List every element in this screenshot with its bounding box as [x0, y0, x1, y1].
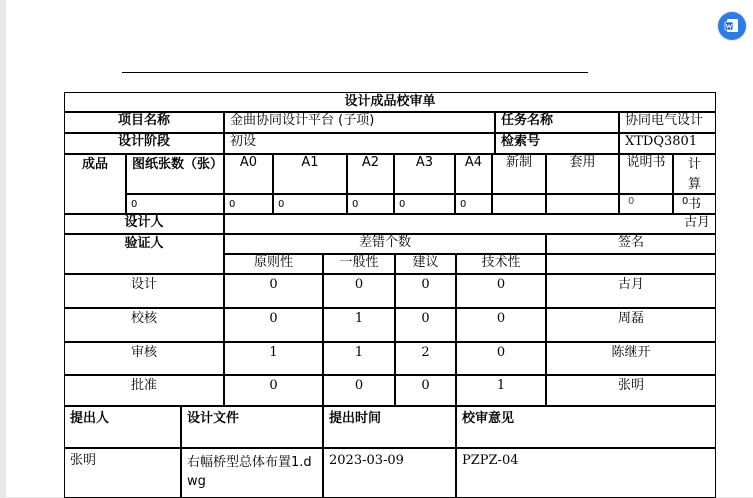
review-cell: 0 [323, 274, 395, 308]
sheet-size-a4: A4 [455, 154, 492, 194]
issue-proposer: 张明 [64, 448, 181, 498]
signature-label: 签名 [546, 234, 716, 254]
document-app-icon[interactable] [718, 12, 746, 40]
review-cell: 0 [456, 274, 546, 308]
count-a2: 0 [347, 194, 394, 214]
review-cell: 0 [224, 274, 323, 308]
review-cell: 0 [224, 375, 323, 406]
search-no-label: 检索号 [495, 133, 619, 154]
review-cell: 1 [456, 375, 546, 406]
error-count-label: 差错个数 [224, 234, 546, 254]
verifier-label: 验证人 [64, 234, 224, 274]
document-page [6, 0, 753, 497]
review-cell: 0 [224, 308, 323, 342]
designer-value: 古月 [224, 214, 716, 234]
count-spec: 0 [619, 194, 673, 214]
review-cell: 0 [395, 274, 456, 308]
review-cell: 0 [395, 308, 456, 342]
spec-label: 说明书 [619, 154, 673, 194]
review-signer: 周磊 [546, 308, 716, 342]
count-reuse [546, 194, 619, 214]
count-a3: 0 [394, 194, 455, 214]
project-name-label: 项目名称 [64, 112, 224, 133]
signature-subheader [546, 254, 716, 274]
review-signer: 古月 [546, 274, 716, 308]
count-calc: 0 [673, 194, 716, 214]
review-role-audit: 审核 [64, 342, 224, 375]
error-col-suggestion: 建议 [395, 254, 456, 274]
review-cell: 0 [456, 308, 546, 342]
sheet-size-a2: A2 [347, 154, 394, 194]
drawing-count-label: 图纸张数（张） [126, 154, 224, 194]
issue-opinion: PZPZ-04 [456, 448, 716, 498]
sheet-size-a1: A1 [273, 154, 347, 194]
sheet-size-a3: A3 [394, 154, 455, 194]
issue-file: 右幅桥型总体布置1.dwg [181, 448, 323, 498]
error-col-technical: 技术性 [456, 254, 546, 274]
design-stage-value: 初设 [224, 133, 495, 154]
new-label: 新制 [492, 154, 546, 194]
review-signer: 张明 [546, 375, 716, 406]
task-name-value: 协同电气设计 [619, 112, 716, 133]
review-signer: 陈继开 [546, 342, 716, 375]
review-role-design: 设计 [64, 274, 224, 308]
drawing-count-total: 0 [126, 194, 224, 214]
count-new [492, 194, 546, 214]
review-cell: 1 [323, 308, 395, 342]
review-cell: 1 [224, 342, 323, 375]
project-name-value: 金曲协同设计平台 (子项) [224, 112, 495, 133]
issue-header-opinion: 校审意见 [456, 406, 716, 448]
error-col-principle: 原则性 [224, 254, 323, 274]
issue-time: 2023-03-09 [323, 448, 456, 498]
count-a0: 0 [224, 194, 273, 214]
search-no-value: XTDQ3801 [619, 133, 716, 154]
design-stage-label: 设计阶段 [64, 133, 224, 154]
task-name-label: 任务名称 [495, 112, 619, 133]
reuse-label: 套用 [546, 154, 619, 194]
review-cell: 0 [323, 375, 395, 406]
designer-label: 设计人 [64, 214, 224, 234]
review-cell: 2 [395, 342, 456, 375]
review-role-approve: 批准 [64, 375, 224, 406]
count-a1: 0 [273, 194, 347, 214]
issue-header-file: 设计文件 [181, 406, 323, 448]
issue-header-time: 提出时间 [323, 406, 456, 448]
header-rule [122, 72, 588, 73]
review-cell: 1 [323, 342, 395, 375]
review-role-check: 校核 [64, 308, 224, 342]
sheet-size-a0: A0 [224, 154, 273, 194]
count-a4: 0 [455, 194, 492, 214]
calc-label: 计算书 [673, 154, 716, 194]
review-cell: 0 [456, 342, 546, 375]
error-col-general: 一般性 [323, 254, 395, 274]
product-label: 成品 [64, 154, 126, 214]
review-cell: 0 [395, 375, 456, 406]
form-title: 设计成品校审单 [64, 92, 716, 112]
issue-header-proposer: 提出人 [64, 406, 181, 448]
document-icon [723, 17, 741, 35]
